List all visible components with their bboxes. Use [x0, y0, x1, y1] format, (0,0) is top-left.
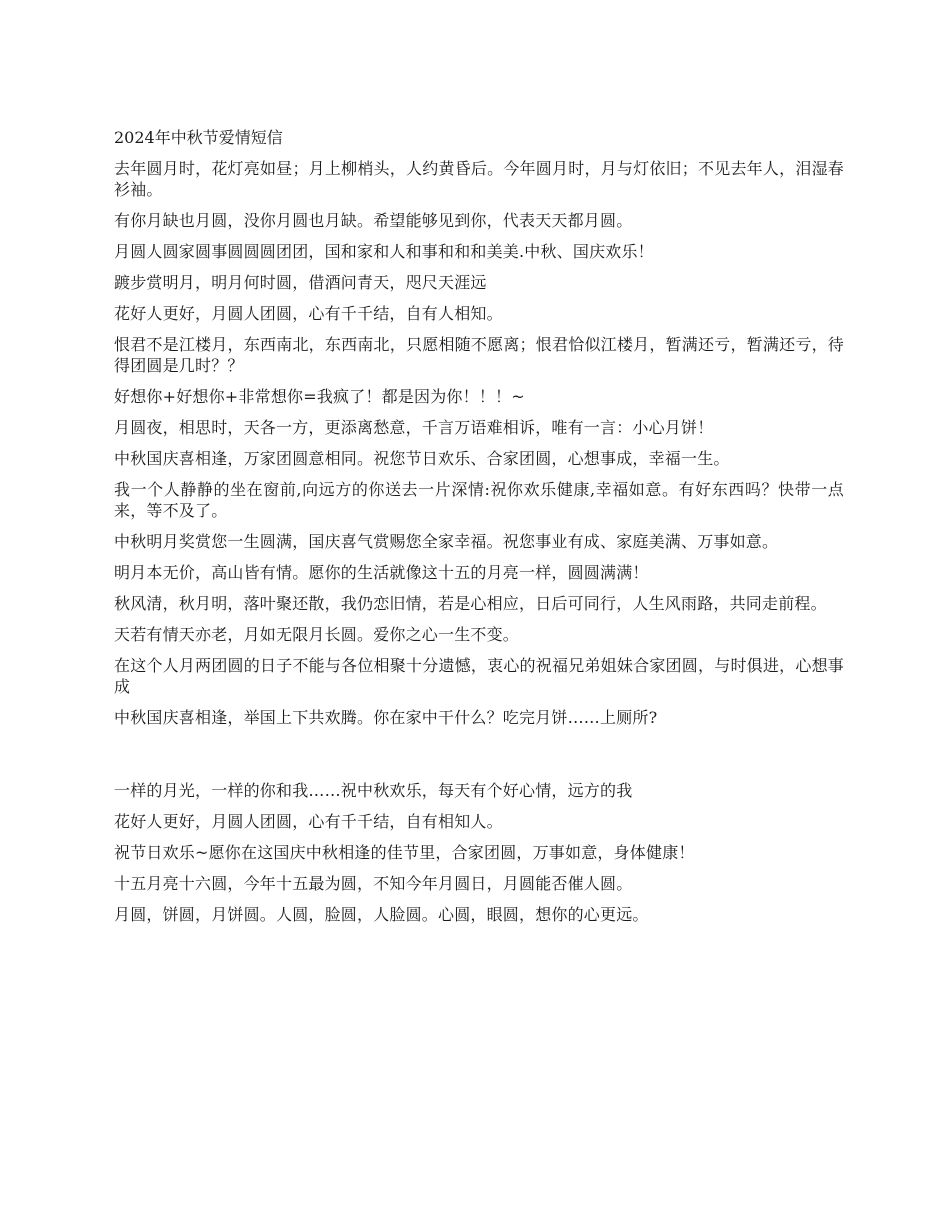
paragraph-spacer — [114, 738, 844, 780]
message-paragraph: 一样的月光，一样的你和我……祝中秋欢乐，每天有个好心情，远方的我 — [114, 781, 633, 800]
message-paragraph: 踱步赏明月，明月何时圆，借酒问青天，咫尺天涯远 — [114, 273, 487, 292]
message-paragraph: 祝节日欢乐~愿你在这国庆中秋相逢的佳节里，合家团圆，万事如意，身体健康！ — [114, 843, 695, 862]
message-paragraph: 恨君不是江楼月，东西南北，东西南北，只愿相随不愿离；恨君恰似江楼月，暂满还亏，暂满还亏，待得团圆是几时？？ — [114, 335, 844, 375]
message-paragraph: 月圆，饼圆，月饼圆。人圆，脸圆，人脸圆。心圆，眼圆，想你的心更远。 — [114, 905, 649, 924]
message-paragraph: 好想你+好想你+非常想你=我疯了！都是因为你！！！~ — [114, 387, 525, 406]
message-paragraph: 花好人更好，月圆人团圆，心有千千结，自有人相知。 — [114, 304, 503, 323]
message-paragraph: 花好人更好，月圆人团圆，心有千千结，自有相知人。 — [114, 812, 503, 831]
document-title: 2024年中秋节爱情短信 — [114, 128, 283, 147]
message-paragraph: 月圆人圆家圆事圆圆圆团团，国和家和人和事和和和美美.中秋、国庆欢乐！ — [114, 242, 654, 261]
message-paragraph: 中秋国庆喜相逢，举国上下共欢腾。你在家中干什么？吃完月饼……上厕所? — [114, 708, 658, 727]
message-paragraph: 秋风清，秋月明，落叶聚还散，我仍恋旧情，若是心相应，日后可同行，人生风雨路，共同走前程。 — [114, 594, 827, 613]
message-paragraph: 中秋国庆喜相逢，万家团圆意相同。祝您节日欢乐、合家团圆，心想事成，幸福一生。 — [114, 449, 730, 468]
message-paragraph: 我一个人静静的坐在窗前,向远方的你送去一片深情:祝你欢乐健康,幸福如意。有好东西吗？快带一点来，等不及了。 — [114, 480, 844, 520]
message-paragraph: 明月本无价，高山皆有情。愿你的生活就像这十五的月亮一样，圆圆满满！ — [114, 563, 649, 582]
message-paragraph: 有你月缺也月圆，没你月圆也月缺。希望能够见到你，代表天天都月圆。 — [114, 211, 633, 230]
message-paragraph: 十五月亮十六圆，今年十五最为圆，不知今年月圆日，月圆能否催人圆。 — [114, 874, 633, 893]
message-paragraph: 去年圆月时，花灯亮如昼；月上柳梢头，人约黄昏后。今年圆月时，月与灯依旧；不见去年人，泪湿春衫袖。 — [114, 159, 844, 199]
document-page — [114, 127, 844, 935]
message-paragraph: 月圆夜，相思时，天各一方，更添离愁意，千言万语难相诉，唯有一言：小心月饼！ — [114, 418, 714, 437]
message-paragraph: 天若有情天亦老，月如无限月长圆。爱你之心一生不变。 — [114, 625, 520, 644]
message-paragraph: 在这个人月两团圆的日子不能与各位相聚十分遗憾，衷心的祝福兄弟姐妹合家团圆，与时俱进，心想事成 — [114, 656, 844, 696]
message-paragraph: 中秋明月奖赏您一生圆满，国庆喜气赏赐您全家幸福。祝您事业有成、家庭美满、万事如意。 — [114, 532, 779, 551]
